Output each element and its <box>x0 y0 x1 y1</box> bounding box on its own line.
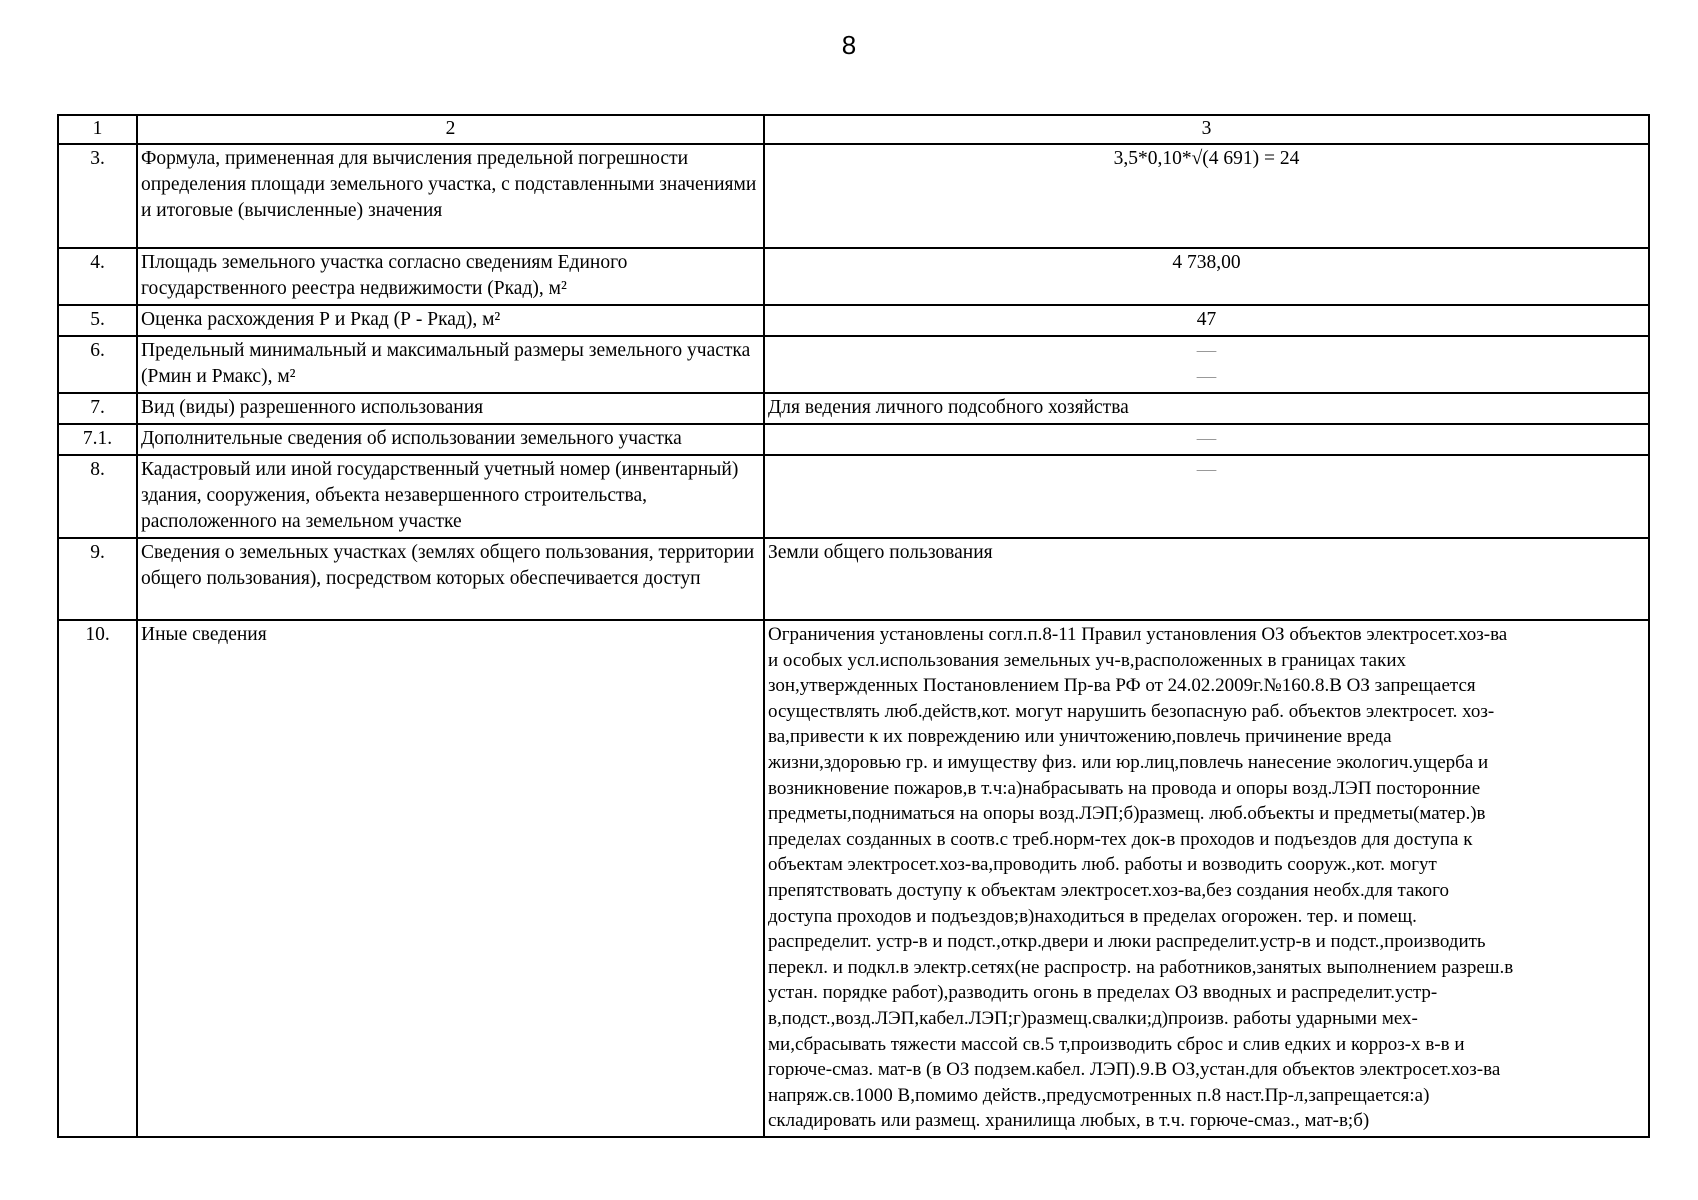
table-row <box>58 538 1649 620</box>
table-row <box>58 620 1649 1137</box>
row-value <box>764 455 1649 538</box>
row-label: Вид (виды) разрешенного использования <box>137 393 764 424</box>
row-value: Для ведения личного подсобного хозяйства <box>764 393 1649 424</box>
other-info-text: Ограничения установлены согл.п.8-11 Правил установления ОЗ объектов электросет.хоз-ва и особых усл.использования земельных уч-в,расположенных в границах таких зон,утвержденных Постановлением Пр-ва РФ от 24.02.2009г.№160.8.В ОЗ запрещается осуществлять люб.действ,кот. могут нарушить безопасную раб. объектов электросет. хоз- ва,привести к их повреждению или уничтожению,повлечь причинение вреда жизни,здоровью гр. и имуществу физ. или юр.лиц,повлечь нанесение экологич.ущерба и возникновение пожаров,в т.ч:а)набрасывать на провода и опоры возд.ЛЭП посторонние предметы,подниматься на опоры возд.ЛЭП;б)размещ. люб.объекты и предметы(матер.)в пределах созданных в соотв.с треб.норм-тех док-в проходов и подъездов для доступа к объектам электросет.хоз-ва,проводить люб. работы и возводить сооруж.,кот. могут препятствовать доступу к объектам электросет.хоз-ва,без создания необх.для такого доступа проходов и подъездов;в)находиться в пределах огорожен. тер. и помещ. распределит. устр-в и подст.,откр.двери и люки распределит.устр-в и подст.,производить перекл. и подкл.в электр.сетях(не распростр. на работников,занятых выполнением разреш.в устан. порядке работ),разводить огонь в пределах ОЗ вводных и распределит.устр- в,подст.,возд.ЛЭП,кабел.ЛЭП;г)размещ.свалки;д)произв. работы ударными мех- ми,сбрасывать тяжести массой св.5 т,производить сброс и слив едких и корроз-х в-в и горюче-смаз. мат-в (в ОЗ подзем.кабел. ЛЭП).9.В ОЗ,устан.для объектов электросет.хоз-ва напряж.св.1000 В,помимо действ.,предусмотренных п.8 наст.Пр-л,запрещается:а) складировать или размещ. хранилища любых, в т.ч. горюче-смаз., мат-в;б) <box>764 620 1649 1137</box>
dash-value: — <box>1196 459 1217 480</box>
table-header-row <box>58 115 1649 144</box>
row-label: Оценка расхождения Р и Ркад (Р - Ркад), м² <box>137 305 764 336</box>
row-value: 47 <box>764 305 1649 336</box>
min-size-value: — <box>1196 340 1217 361</box>
row-number: 10. <box>58 620 137 1137</box>
table-row <box>58 424 1649 455</box>
table-row <box>58 336 1649 393</box>
table-row <box>58 393 1649 424</box>
header-col-2: 2 <box>137 115 764 144</box>
row-number: 4. <box>58 248 137 305</box>
header-col-3: 3 <box>764 115 1649 144</box>
row-number: 7.1. <box>58 424 137 455</box>
row-value <box>764 336 1649 393</box>
table-row <box>58 248 1649 305</box>
table-row <box>58 144 1649 248</box>
dash-value: — <box>1196 428 1217 449</box>
row-value <box>764 424 1649 455</box>
table-row <box>58 305 1649 336</box>
row-number: 3. <box>58 144 137 248</box>
row-number: 9. <box>58 538 137 620</box>
table-row <box>58 455 1649 538</box>
row-label: Кадастровый или иной государственный учетный номер (инвентарный) здания, сооружения, объекта незавершенного строительства, расположенного на земельном участке <box>137 455 764 538</box>
row-value: Земли общего пользования <box>764 538 1649 620</box>
row-label: Дополнительные сведения об использовании земельного участка <box>137 424 764 455</box>
row-label: Иные сведения <box>137 620 764 1137</box>
row-number: 8. <box>58 455 137 538</box>
row-number: 5. <box>58 305 137 336</box>
cadastral-info-table <box>57 114 1650 1138</box>
row-label: Сведения о земельных участках (землях общего пользования, территории общего пользования), посредством которых обеспечивается доступ <box>137 538 764 620</box>
row-label: Предельный минимальный и максимальный размеры земельного участка (Рмин и Рмакс), м² <box>137 336 764 393</box>
row-label: Площадь земельного участка согласно сведениям Единого государственного реестра недвижимости (Ркад), м² <box>137 248 764 305</box>
row-number: 7. <box>58 393 137 424</box>
row-number: 6. <box>58 336 137 393</box>
row-label: Формула, примененная для вычисления предельной погрешности определения площади земельного участка, с подставленными значениями и итоговые (вычисленные) значения <box>137 144 764 248</box>
max-size-value: — <box>1196 366 1217 387</box>
page-number: 8 <box>841 30 857 60</box>
row-value: 4 738,00 <box>764 248 1649 305</box>
header-col-1: 1 <box>58 115 137 144</box>
row-value: 3,5*0,10*√(4 691) = 24 <box>764 144 1649 248</box>
